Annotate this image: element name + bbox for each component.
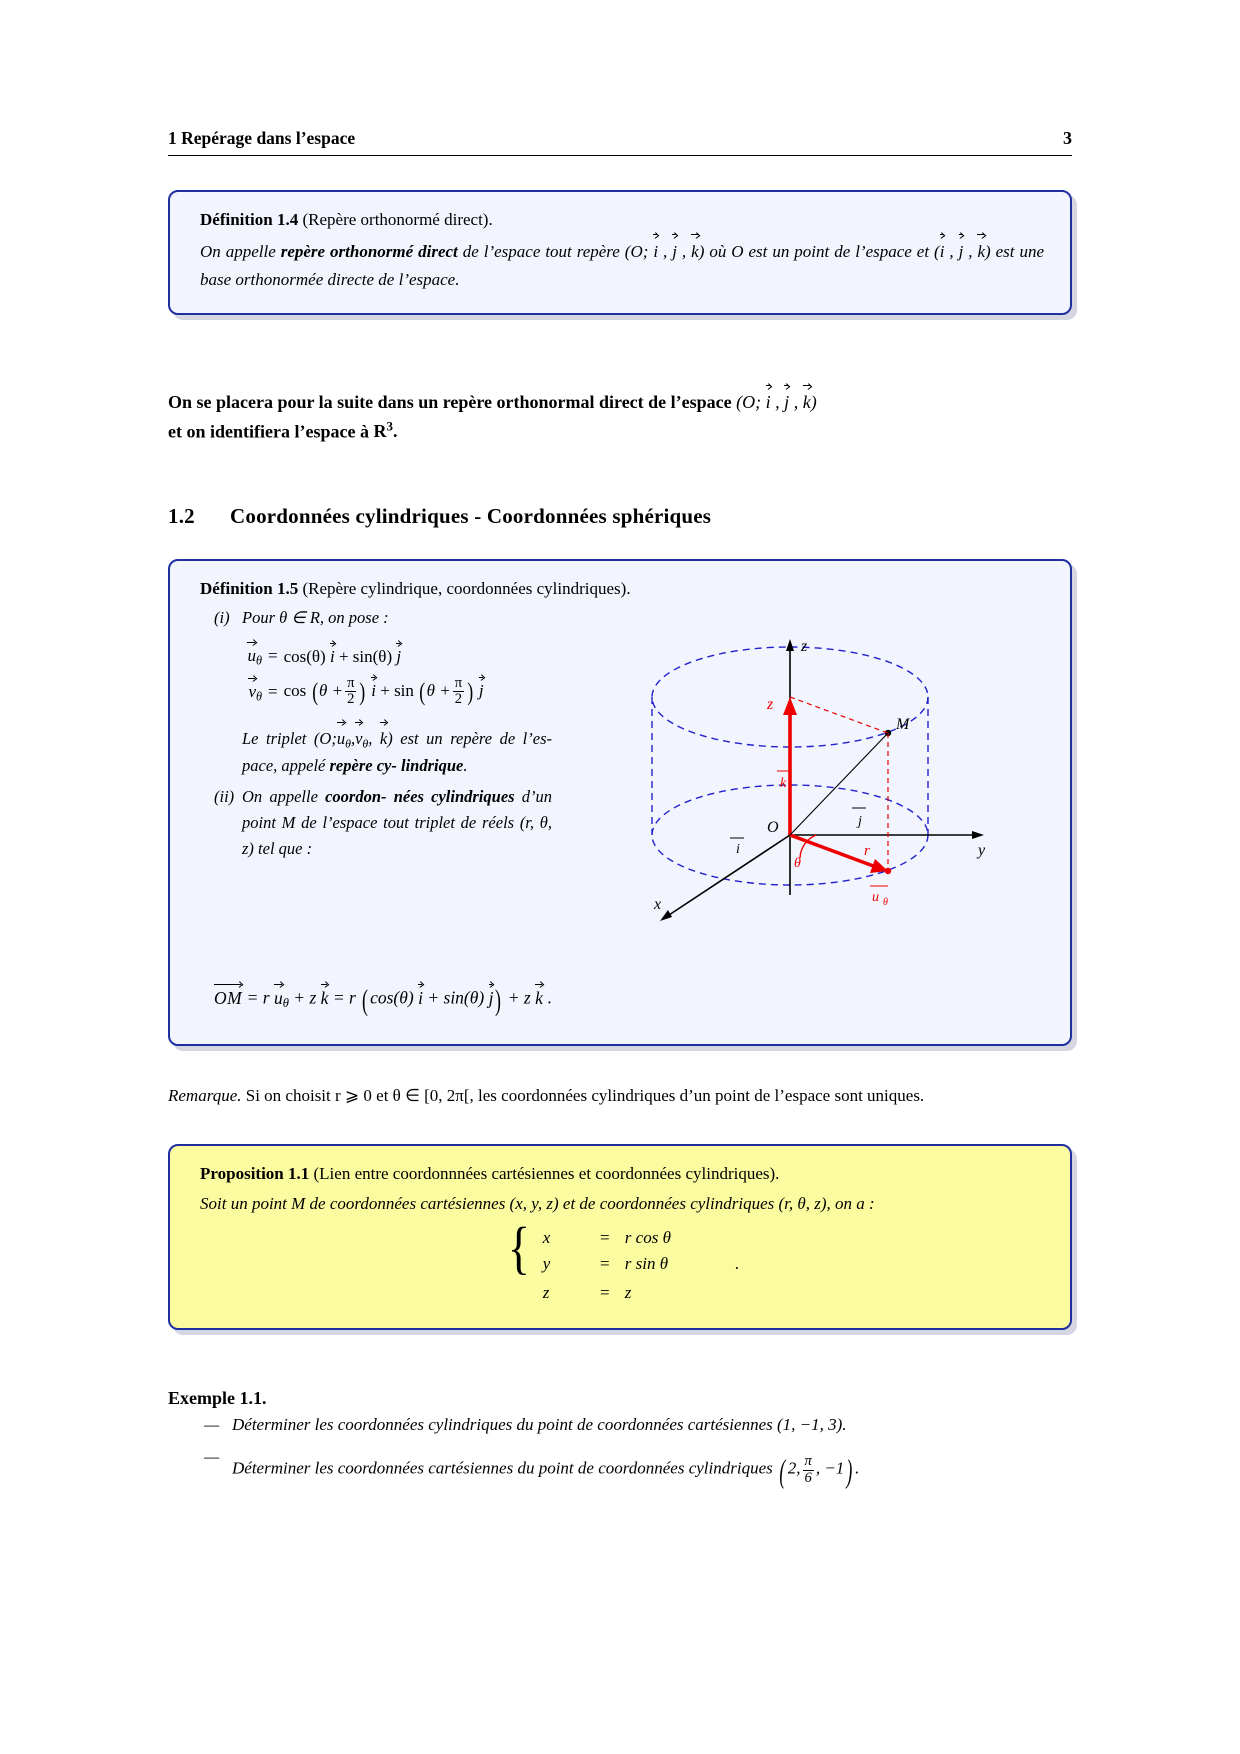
om-eq-b: = r: [246, 987, 270, 1008]
def14-origin: O: [731, 242, 744, 261]
system-rhs-y: r sin θ: [624, 1254, 669, 1274]
definition-1-4-body: [200, 236, 1044, 293]
item-ii-marker: (ii): [214, 786, 235, 806]
list-dash: —: [204, 1415, 220, 1435]
y-axis-label: y: [978, 842, 986, 860]
om-segment: [790, 733, 888, 835]
remark-text: Si on choisit r ⩾ 0 et θ ∈ [0, 2π[, les coordonnées cylindriques d’un point de l’espace sont uniques.: [241, 1086, 925, 1106]
equation-u-theta: [228, 644, 552, 668]
system-rhs-z: z: [624, 1282, 632, 1302]
intro-frame: (O; i , j , k): [736, 392, 817, 412]
u-theta-lhs: $u_\theta$: [247, 645, 262, 668]
point-m-label: M: [896, 716, 910, 734]
item-i-marker: (i): [214, 608, 230, 628]
system-period: .: [734, 1254, 740, 1274]
system-rhs-x: r cos θ: [624, 1228, 671, 1248]
def14-line1-a: On appelle: [200, 242, 276, 261]
example-label: Exemple 1.1.: [168, 1388, 267, 1409]
x-axis: [666, 835, 790, 917]
system-var-z: z: [542, 1282, 550, 1302]
u-theta-rhs: cos(θ) i + sin(θ) j: [283, 646, 402, 666]
unit-vector-equations: [228, 644, 552, 708]
y-axis-arrow: [972, 831, 984, 839]
example-item-1-text: Déterminer les coordonnées cylindriques du point de coordonnées cartésiennes (1, −1, 3).: [232, 1415, 847, 1435]
intro-R: $R^3$.: [373, 418, 398, 442]
def14-frame-1: (O; i , j , k): [625, 242, 705, 261]
item-ii: [200, 784, 552, 863]
system-var-x: x: [542, 1228, 551, 1248]
def14-line1-f: est un: [748, 242, 790, 261]
definition-1-5-box: [168, 559, 1072, 1046]
def14-basis: (i , j , k): [934, 242, 991, 261]
z-axis-arrow: [786, 639, 794, 651]
intro-text-b: et on identifiera l’espace à: [168, 421, 369, 442]
i-label: i: [736, 842, 740, 858]
system-row: [543, 1225, 739, 1251]
x-axis-label: x: [654, 896, 662, 914]
prop-line-1: Soit un point M de coordonnées cartésiennes (x, y, z) et de coordonnées cylindriques: [200, 1193, 775, 1213]
om-eq-g: + z: [507, 987, 531, 1008]
z-to-m-dashed: [790, 697, 888, 733]
definition-1-5-text-column: [200, 605, 552, 970]
system-var-y: y: [542, 1254, 551, 1274]
item-i-text: Pour θ ∈ R, on pose :: [242, 608, 389, 628]
intro-text-a: On se placera pour la suite dans un repère orthonormal direct de l’espace: [168, 392, 732, 413]
section-heading: [168, 504, 1072, 529]
triplet-text: Le triplet ($O;u_\theta,v_\theta$, k) est un repère de l’es- pace, appelé repère cy- lindrique.: [242, 724, 552, 780]
system-lines: [543, 1225, 739, 1306]
example-item-2-text: Déterminer les coordonnées cartésiennes du point de coordonnées cylindriques ( 2, $\frac{\pi}{6}$ , −1) .: [232, 1453, 860, 1490]
z-red-arrow-head: [783, 697, 797, 715]
om-equation: OM = r $u_\theta + z$ k = r ( cos(θ) i + sin(θ) j) + z k .: [214, 984, 552, 1018]
definition-1-5-title: (Repère cylindrique, coordonnées cylindriques).: [302, 579, 631, 599]
j-label: j: [858, 814, 862, 830]
remark-paragraph: [168, 1082, 1072, 1109]
indent-spacer: [200, 724, 242, 780]
definition-1-5-heading: [200, 579, 1044, 599]
definition-1-4-title: (Repère orthonormé direct).: [302, 210, 493, 229]
r-label: r: [864, 843, 870, 860]
proposition-1-1-label: Proposition 1.1: [200, 1163, 310, 1183]
proposition-1-1-heading: [200, 1164, 1044, 1184]
example-item-2: [204, 1441, 1072, 1502]
def14-term: repère orthonormé direct: [280, 242, 458, 261]
def14-line2-b: est une base orthonormée directe de l’espace.: [200, 242, 1045, 289]
system-row: [543, 1280, 739, 1306]
def14-line2-a: point de l’espace et: [794, 242, 930, 261]
om-eq-d: = r: [332, 987, 356, 1008]
def14-line1-d: où: [709, 242, 727, 261]
item-i: [200, 605, 552, 631]
proposition-1-1-title: (Lien entre coordonnnées cartésiennes et coordonnées cylindriques).: [313, 1163, 780, 1183]
system-brace: {: [507, 1215, 531, 1281]
prop-line-2: (r, θ, z), on a :: [778, 1193, 875, 1213]
equals-sign: =: [268, 645, 278, 665]
definition-1-5-body: [200, 605, 1044, 970]
definition-1-5-label: Définition 1.5: [200, 579, 299, 599]
section-number: 1.2: [168, 504, 195, 529]
k-label: k: [780, 776, 787, 792]
page-number: 3: [1063, 128, 1072, 148]
system-eq-2: =: [600, 1254, 610, 1274]
z-axis-label: z: [801, 638, 808, 656]
proposition-1-1-box: [168, 1144, 1072, 1331]
intro-paragraph: [168, 387, 1072, 446]
coordinate-system-equations: [200, 1215, 1044, 1306]
definition-1-4-heading: [200, 210, 1044, 230]
definition-1-4-label: Définition 1.4: [200, 210, 299, 229]
v-theta-lhs: $v_\theta$: [248, 681, 262, 704]
om-eq-h: .: [547, 987, 552, 1008]
proposition-1-1-body: [200, 1190, 1044, 1218]
om-eq-c: + z: [293, 987, 317, 1008]
u-theta-label: u: [872, 890, 879, 906]
section-title: Coordonnées cylindriques - Coordonnées sphériques: [230, 504, 712, 529]
system-eq-3: =: [600, 1282, 610, 1302]
definition-1-4-box: [168, 190, 1072, 315]
figure-svg: [558, 605, 1028, 965]
remark-label: Remarque.: [168, 1086, 242, 1106]
v-theta-rhs: cos (θ + $\frac{\pi}{2}$ ) i + sin (θ + $\frac{\pi}{2}$ ) j: [283, 675, 484, 708]
u-theta-sub: θ: [883, 897, 888, 909]
equals-sign-2: =: [268, 681, 278, 701]
z-red-label: z: [767, 696, 774, 714]
equation-v-theta: [228, 676, 552, 708]
cylindrical-frame-figure: [558, 605, 1044, 970]
list-dash: —: [204, 1447, 220, 1467]
x-axis-arrow: [660, 910, 672, 921]
system-row: [543, 1251, 739, 1279]
item-ii-text: On appelle coordon- nées cylindriques d’un point M de l’espace tout triplet de réels (r, θ, z) tel que :: [242, 786, 553, 859]
origin-label: O: [767, 819, 779, 837]
theta-label: θ: [794, 856, 801, 872]
running-head-title: 1 Repérage dans l’espace: [168, 128, 356, 148]
def14-line1-c: de l’espace tout repère: [462, 242, 620, 261]
running-head: [168, 128, 1072, 156]
triplet-paragraph: [200, 724, 552, 780]
example-item-1: [204, 1409, 1072, 1441]
page-content: [168, 128, 1072, 1503]
om-vector: OM: [214, 987, 243, 1008]
system-eq-1: =: [600, 1228, 610, 1248]
